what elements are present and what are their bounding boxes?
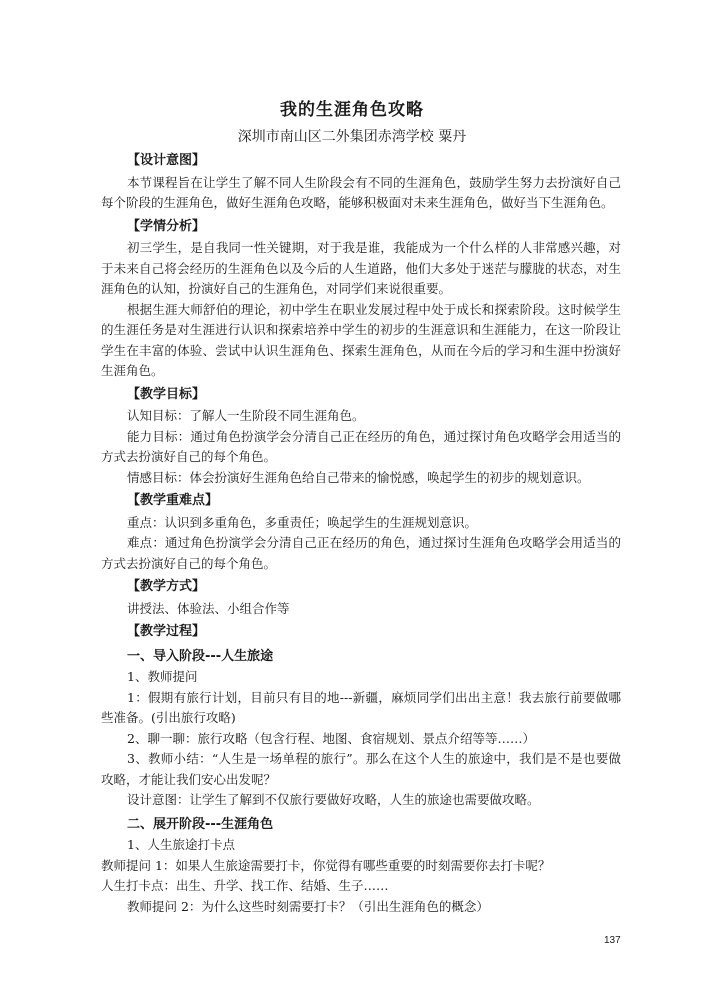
design-intent-heading: 【设计意图】 [127, 153, 206, 168]
goal-ability: 能力目标：通过角色扮演学会分清自己正在经历的角色，通过探讨角色攻略学会用适当的方式去扮演好自己的每个角色。 [101, 428, 621, 464]
student-analysis-paragraph-2: 根据生涯大师舒伯的理论，初中学生在职业发展过程中处于成长和探索阶段。这时候学生的生涯任务是对生涯进行认识和探索培养中学生的初步的生涯意识和生涯能力，在这一阶段让学生在丰富的体验、尝试中认识生涯角色、探索生涯角色，从而在今后的学习和生涯中扮演好生涯角色。 [101, 301, 621, 378]
stage-1-line: 3、教师小结：“人生是一场单程的旅行”。那么在这个人生的旅途中，我们是不是也要做攻略，才能让我们安心出发呢？ [101, 751, 621, 787]
methods-paragraph: 讲授法、体验法、小组合作等 [127, 600, 290, 616]
goal-cognitive: 认知目标：了解人一生阶段不同生涯角色。 [127, 408, 365, 423]
key-points-heading: 【教学重难点】 [127, 493, 219, 508]
stage-1-line: 1、教师提问 [127, 669, 198, 684]
page-number: 137 [604, 935, 621, 946]
process-heading: 【教学过程】 [127, 624, 206, 639]
stage-2-line: 教师提问 2：为什么这些时刻需要打卡？（引出生涯角色的概念） [127, 898, 489, 914]
stage-2-line: 1、人生旅途打卡点 [127, 837, 235, 852]
student-analysis-paragraph-1: 初三学生，是自我同一性关键期，对于我是谁，我能成为一个什么样的人非常感兴趣，对于未来自己将会经历的生涯角色以及今后的人生道路，他们大多处于迷茫与朦胧的状态，对生涯角色的认知，扮演好自己的生涯角色，对同学们来说很重要。 [101, 240, 621, 296]
difficult-point: 难点：通过角色扮演学会分清自己正在经历的角色，通过探讨生涯角色攻略学会用适当的方式去扮演好自己的每个角色。 [101, 535, 621, 571]
author-line: 深圳市南山区二外集团赤湾学校 粟丹 [237, 129, 467, 145]
design-intent-paragraph: 本节课程旨在让学生了解不同人生阶段会有不同的生涯角色，鼓励学生努力去扮演好自己每个阶段的生涯角色，做好生涯角色攻略，能够积极面对未来生涯角色，做好当下生涯角色。 [101, 174, 621, 210]
stage-2-title: 二、展开阶段---生涯角色 [127, 816, 274, 832]
stage-2-line: 人生打卡点：出生、升学、找工作、结婚、生子…… [101, 878, 389, 893]
stage-1-title: 一、导入阶段---人生旅途 [127, 648, 274, 664]
goal-emotion: 情感目标：体会扮演好生涯角色给自己带来的愉悦感，唤起学生的初步的规划意识。 [127, 469, 590, 485]
goals-heading: 【教学目标】 [127, 386, 206, 402]
document-body [101, 148, 621, 917]
stage-1-line: 2、聊一聊：旅行攻略（包含行程、地图、食宿规划、景点介绍等等……） [127, 730, 535, 746]
stage-1-line: 1：假期有旅行计划，目前只有目的地---新疆，麻烦同学们出出主意！我去旅行前要做哪些准备。(引出旅行攻略) [101, 689, 621, 725]
methods-heading: 【教学方式】 [127, 579, 206, 594]
key-point: 重点：认识到多重角色，多重责任；唤起学生的生涯规划意识。 [127, 514, 478, 530]
stage-2-line: 教师提问 1：如果人生旅途需要打卡，你觉得有哪些重要的时刻需要你去打卡呢？ [101, 857, 551, 873]
stage-1-line: 设计意图：让学生了解到不仅旅行要做好攻略，人生的旅途也需要做攻略。 [127, 792, 540, 807]
student-analysis-heading: 【学情分析】 [127, 218, 206, 234]
document-title: 我的生涯角色攻略 [280, 100, 424, 120]
